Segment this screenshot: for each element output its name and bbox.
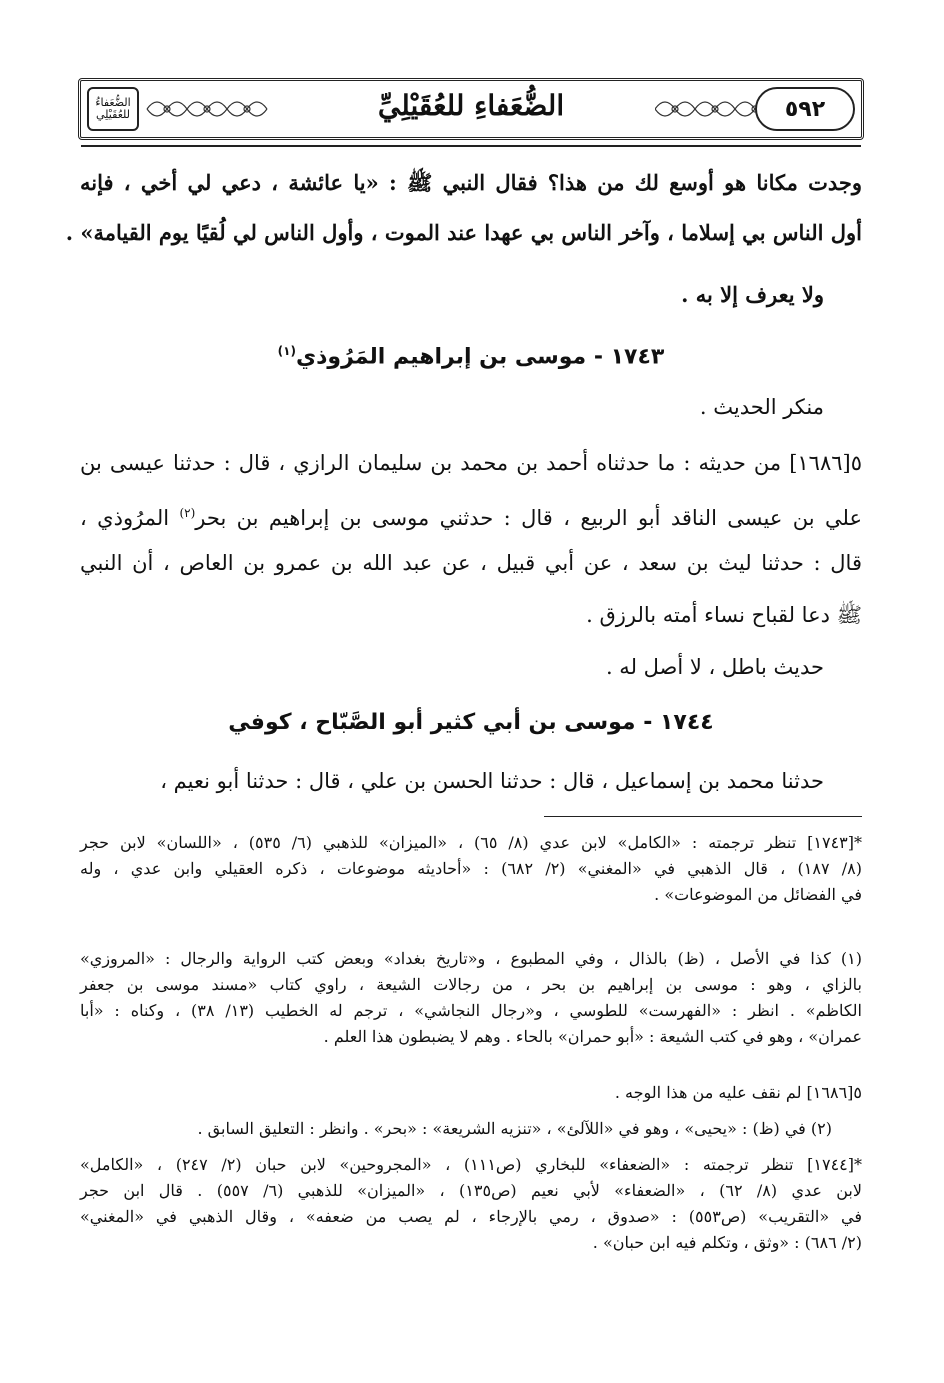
footnote-line-12: في «التقريب» (ص٥٥٣) : «صدوق ، رمي بالإرجاء ، لم يصب من ضعفه» ، وقال الذهبي في «المغني» [80,1207,863,1226]
entry-heading-1744: ١٧٤٤ - موسى بن أبي كثير أبو الصَّبّاح ، كوفي [228,710,714,735]
entry-1743-line-2: ٥[١٦٨٦] من حديثه : ما حدثناه أحمد بن محمد بن سليمان الرازي ، قال : حدثنا عيسى بن [80,451,862,475]
header-rule [81,145,861,147]
footnote-line-6: الكاظم» . انظر : «الفهرست» للطوسي ، و«رجال النجاشي» ، ترجم له الخطيب (١٣/ ٣٨) ، وكناه : «أبا [80,1001,862,1020]
footnote-line-2: (٨/ ١٨٧) ، قال الذهبي في «المغني» (٢/ ٦٨٢) : «أحاديثه موضوعات ، ذكره العقيلي وابن عدي ، وله [80,859,862,878]
entry-1744-line-1: حدثنا محمد بن إسماعيل ، قال : حدثنا الحسن بن علي ، قال : حدثنا أبو نعيم ، [160,769,824,793]
entry-1743-line-5: ﷺ دعا لقباح نساء أمته بالرزق . [586,603,862,627]
entry-heading-1743-text: ١٧٤٣ - موسى بن إبراهيم المَرُوذي [295,344,665,370]
page-number: ٥٩٢ [784,96,826,122]
entry-1743-line-3-text: علي بن عيسى الناقد أبو الربيع ، قال : حدثني موسى بن إبراهيم بن بحر [195,506,862,530]
footnote-line-3: في الفضائل من الموضوعات» . [654,885,862,904]
footnote-ref-2: (٢) [179,506,196,520]
body-line-2: أول الناس بي إسلاما ، وآخر الناس بي عهدا عند الموت ، وأول الناس لي لُقيًا يوم القيامة» . [65,220,862,245]
footnote-line-4: (١) كذا في الأصل ، (ظ) بالذال ، وفي المطبوع ، و«تاريخ بغداد» وبعض كتب الرواية والرجال : «المروزي» [80,949,862,968]
entry-heading-1743 [80,334,862,374]
book-logo-text: الضُّعَفاءُ للعُقَيْلِي [95,96,131,121]
footnote-line-9: (٢) في (ظ) : «يحيى» ، وهو في «اللآلئ» ، «تنزيه الشريعة» : «بحر» . وانظر : التعليق السابق . [197,1119,832,1138]
footnote-divider [544,816,862,817]
footnote-line-5: بالزاي ، وهو : موسى بن إبراهيم بن بحر ، من رجالات الشيعة ، راوي كتاب «مسند موسى بن جعفر [80,975,862,994]
entry-1743-line-6: حديث باطل ، لا أصل له . [605,655,824,679]
running-title [81,89,861,122]
footnote-line-1: *[١٧٤٣] تنظر ترجمته : «الكامل» لابن عدي (٨/ ٦٥) ، «الميزان» للذهبي (٦/ ٥٣٥) ، «اللسان» لابن حجر [80,833,862,852]
page-header [78,78,864,140]
footnote-line-7: عمران» ، وهو في كتب الشيعة : «أبو حمران» بالحاء . وهم لا يضبطون هذا العلم . [323,1027,862,1046]
running-title-text: الضُّعَفاءِ للعُقَيْلِيِّ [364,89,578,122]
entry-1743-line-4: قال : حدثنا ليث بن سعد ، عن أبي قبيل ، عن عبد الله بن عمرو بن العاص ، أن النبي [80,551,862,575]
entry-1743-line-1: منكر الحديث . [699,395,824,419]
entry-1743-line-3-end: المرُوذي ، [80,506,170,530]
footnote-ref-1: (١) [277,344,296,358]
footnote-line-11: لابن عدي (٨/ ٦٢) ، «الضعفاء» لأبي نعيم (ص١٣٥) ، «الميزان» للذهبي (٦/ ٥٥٧) . قال ابن حجر [80,1181,863,1200]
body-line-1: وجدت مكانا هو أوسع لك من هذا؟ فقال النبي ﷺ : «يا عائشة ، دعي لي أخي ، فإنه [80,170,862,195]
page-number-box [755,87,855,131]
entry-1743-line-3 [80,496,862,535]
footnote-line-10: *[١٧٤٤] تنظر ترجمته : «الضعفاء» للبخاري (ص١١١) ، «المجروحين» لابن حبان (٢/ ٢٤٧) ، «الكامل» [80,1155,863,1174]
footnote-line-8: ٥[١٦٨٦] لم نقف عليه من هذا الوجه . [614,1083,862,1102]
footnote-line-13: (٢/ ٦٨٦) : «وثق ، وتكلم فيه ابن حبان» . [592,1233,862,1252]
body-line-3: ولا يعرف إلا به . [681,282,824,307]
